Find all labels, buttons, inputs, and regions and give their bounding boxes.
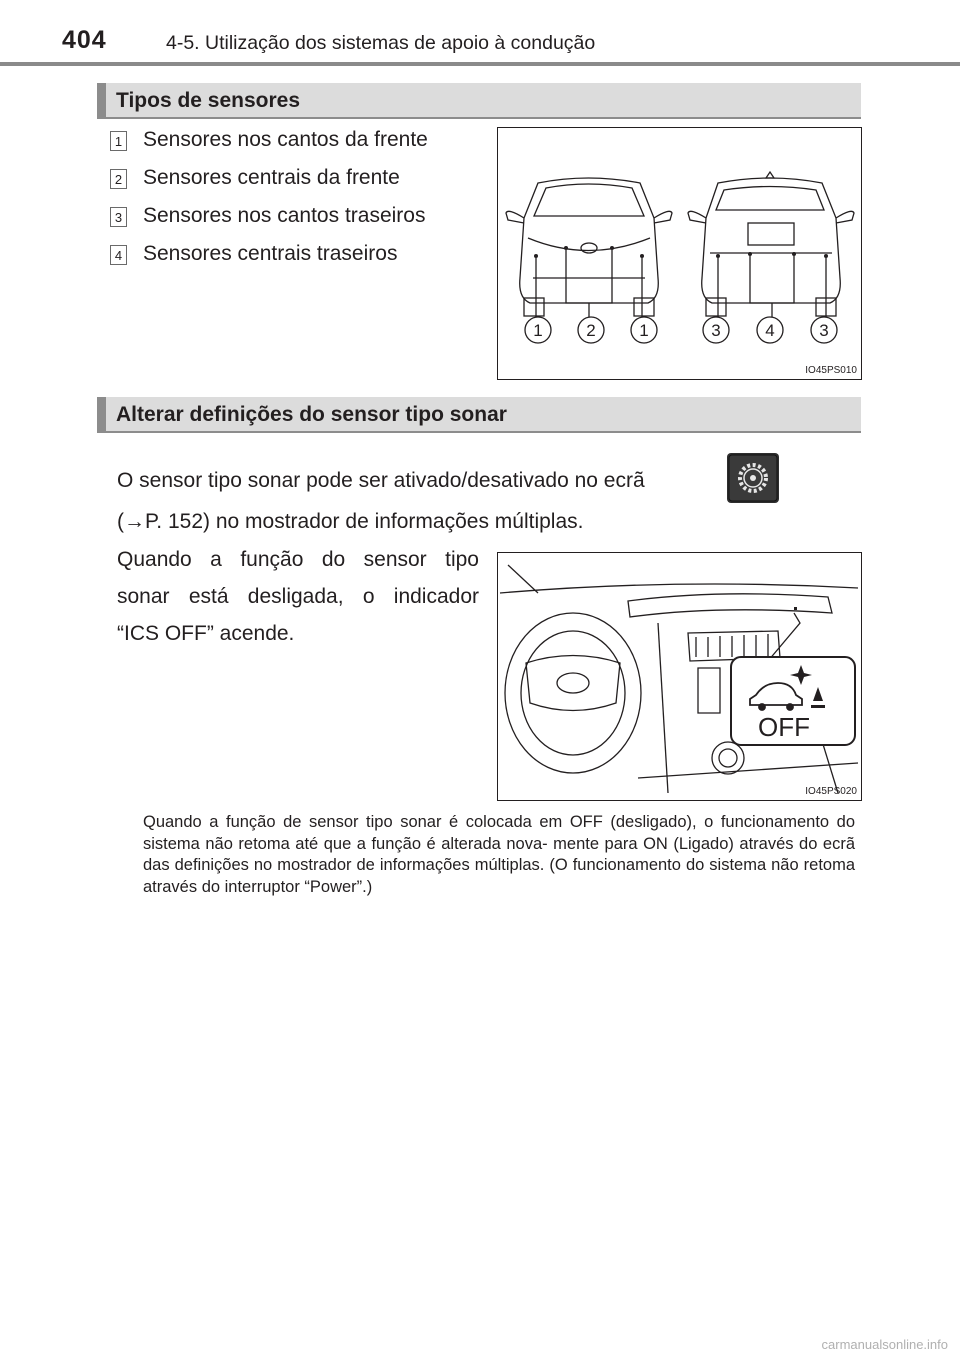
- note-paragraph: Quando a função de sensor tipo sonar é colocada em OFF (desligado), o funcionamento do sistema não retoma até que a função é alterada nova- mente para ON (Ligado) através do ecrã das definições no mostrador de informações múltiplas. (O funcionamento do sistema não retoma através do interruptor “Power”.): [143, 813, 855, 896]
- section-heading-text: Tipos de sensores: [116, 89, 301, 112]
- paragraph-line: O sensor tipo sonar pode ser ativado/desativado no ecrã: [117, 469, 645, 492]
- section-heading-sonar-settings: [97, 397, 861, 433]
- car-diagram: [498, 128, 860, 378]
- callout-number: 1: [639, 321, 649, 340]
- paragraph-line: sonar está desligada, o indicador: [117, 585, 479, 608]
- paragraph-line: “ICS OFF” acende.: [117, 622, 295, 645]
- item-number: 4: [110, 245, 127, 265]
- chapter-title: 4-5. Utilização dos sistemas de apoio à condução: [166, 32, 596, 54]
- item-label: Sensores centrais traseiros: [143, 242, 398, 265]
- item-number: 3: [110, 207, 127, 227]
- watermark: carmanualsonline.info: [821, 1337, 948, 1352]
- item-label: Sensores nos cantos traseiros: [143, 204, 426, 227]
- dashboard-diagram: [498, 553, 860, 799]
- sensor-locations-figure: [497, 127, 862, 380]
- ics-off-indicator-text: OFF: [758, 712, 810, 742]
- paragraph-line: Quando a função do sensor tipo: [117, 548, 479, 571]
- callout-number: 4: [765, 321, 775, 340]
- item-number: 2: [110, 169, 127, 189]
- paragraph-line: (→P. 152) no mostrador de informações múltiplas.: [117, 510, 584, 533]
- settings-gear-icon: [727, 453, 779, 503]
- figure-id: IO45PS010: [805, 365, 857, 376]
- section-heading-sensor-types: [97, 83, 861, 119]
- callout-number: 1: [533, 321, 543, 340]
- callout-number: 3: [711, 321, 721, 340]
- section-heading-text: Alterar definições do sensor tipo sonar: [116, 403, 507, 426]
- item-label: Sensores nos cantos da frente: [143, 128, 428, 151]
- dashboard-figure: [497, 552, 862, 801]
- header-rule: [0, 62, 960, 66]
- callout-number: 3: [819, 321, 829, 340]
- item-label: Sensores centrais da frente: [143, 166, 400, 189]
- page-number: 404: [62, 26, 107, 54]
- figure-id: IO45PS020: [805, 786, 857, 797]
- item-number: 1: [110, 131, 127, 151]
- callout-number: 2: [586, 321, 596, 340]
